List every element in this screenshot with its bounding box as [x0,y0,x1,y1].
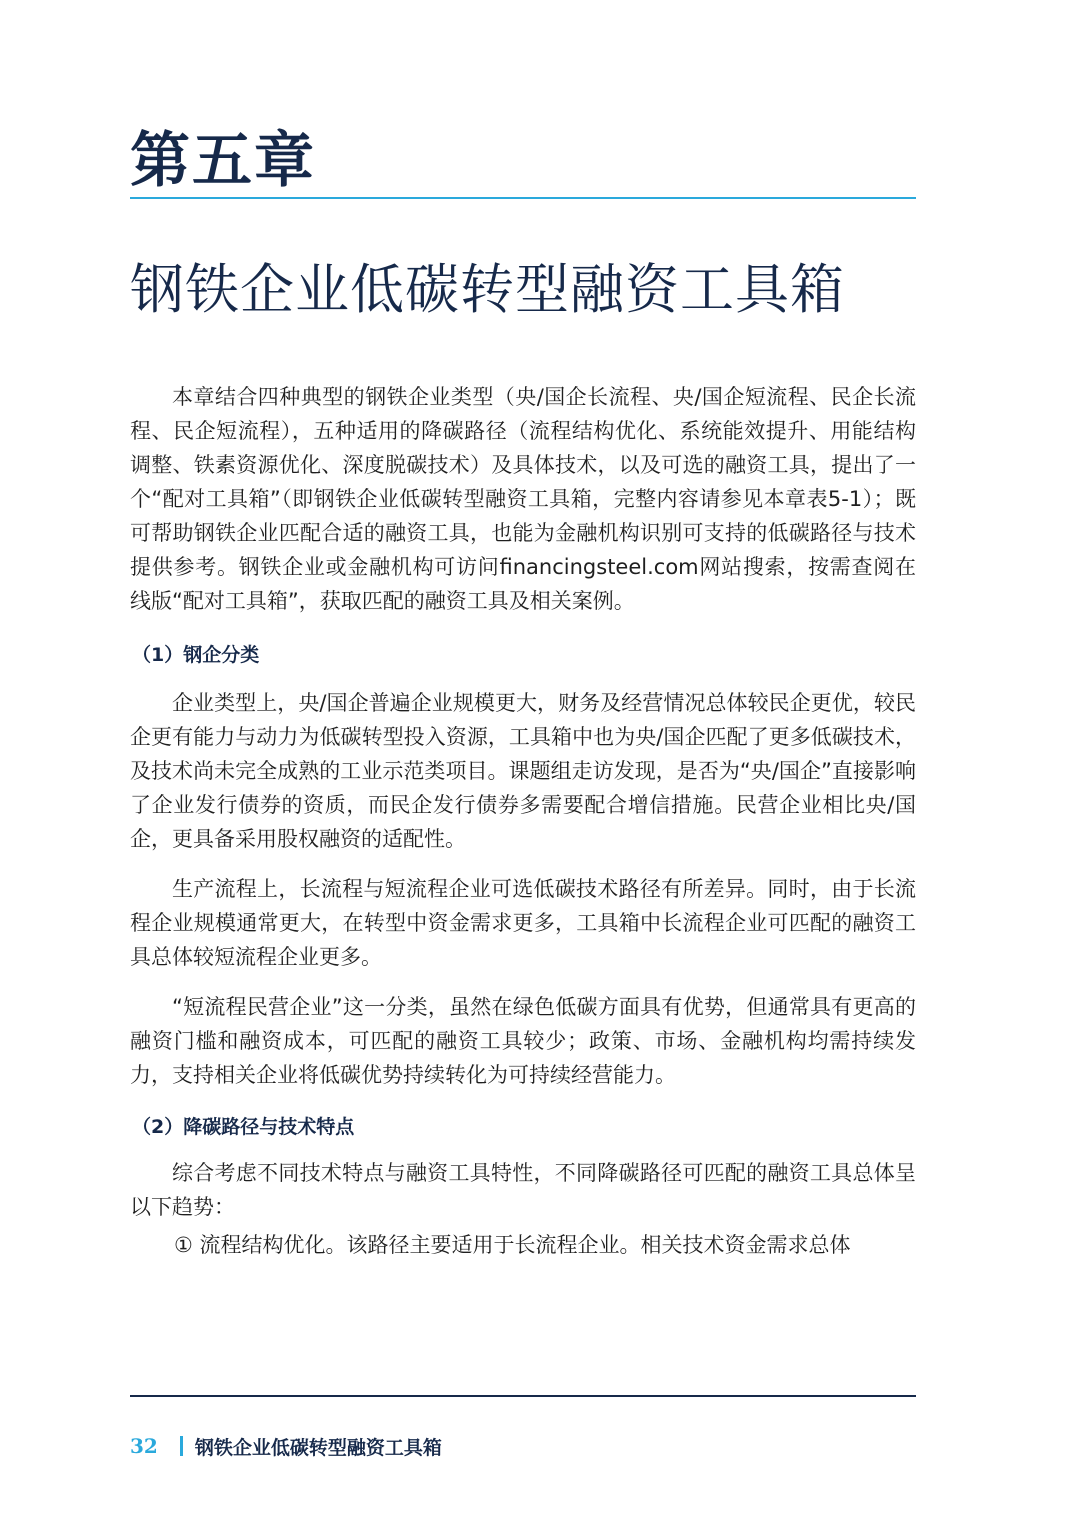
page-number: 32 [130,1434,158,1458]
chapter-title: 钢铁企业低碳转型融资工具箱 [130,258,845,321]
page-footer [130,1431,442,1461]
section-heading-1: （1）钢企分类 [132,644,260,666]
section1-paragraph-2: 生产流程上，长流程与短流程企业可选低碳技术路径有所差异。同时，由于长流程企业规模通常更大，在转型中资金需求更多，工具箱中长流程企业可匹配的融资工具总体较短流程企业更多。 [130,877,916,969]
list-item: ① 流程结构优化。该路径主要适用于长流程企业。相关技术资金需求总体 [174,1233,851,1257]
body-content [130,380,916,1262]
chapter-divider [130,197,916,199]
footer-separator [180,1436,183,1456]
section-heading-2: （2）降碳路径与技术特点 [132,1116,355,1138]
intro-paragraph: 本章结合四种典型的钢铁企业类型（央/国企长流程、央/国企短流程、民企长流程、民企短流程），五种适用的降碳路径（流程结构优化、系统能效提升、用能结构调整、铁素资源优化、深度脱碳技术）及具体技术，以及可选的融资工具，提出了一个“配对工具箱”（即钢铁企业低碳转型融资工具箱，完整内容请参见本章表5-1）；既可帮助钢铁企业匹配合适的融资工具，也能为金融机构识别可支持的低碳路径与技术提供参考。钢铁企业或金融机构可访问financingsteel.com网站搜索，按需查阅在线版“配对工具箱”，获取匹配的融资工具及相关案例。 [130,385,916,613]
section1-paragraph-1: 企业类型上，央/国企普遍企业规模更大，财务及经营情况总体较民企更优，较民企更有能力与动力为低碳转型投入资源，工具箱中也为央/国企匹配了更多低碳技术，及技术尚未完全成熟的工业示范类项目。课题组走访发现，是否为“央/国企”直接影响了企业发行债券的资质，而民企发行债券多需要配合增信措施。民营企业相比央/国企，更具备采用股权融资的适配性。 [130,691,916,851]
footer-title: 钢铁企业低碳转型融资工具箱 [194,1436,442,1459]
section1-paragraph-3: “短流程民营企业”这一分类，虽然在绿色低碳方面具有优势，但通常具有更高的融资门槛和融资成本，可匹配的融资工具较少；政策、市场、金融机构均需持续发力，支持相关企业将低碳优势持续转化为可持续经营能力。 [130,995,916,1087]
section2-paragraph: 综合考虑不同技术特点与融资工具特性，不同降碳路径可匹配的融资工具总体呈以下趋势： [130,1161,916,1219]
footer-divider [130,1395,916,1397]
chapter-label: 第五章 [130,126,316,196]
